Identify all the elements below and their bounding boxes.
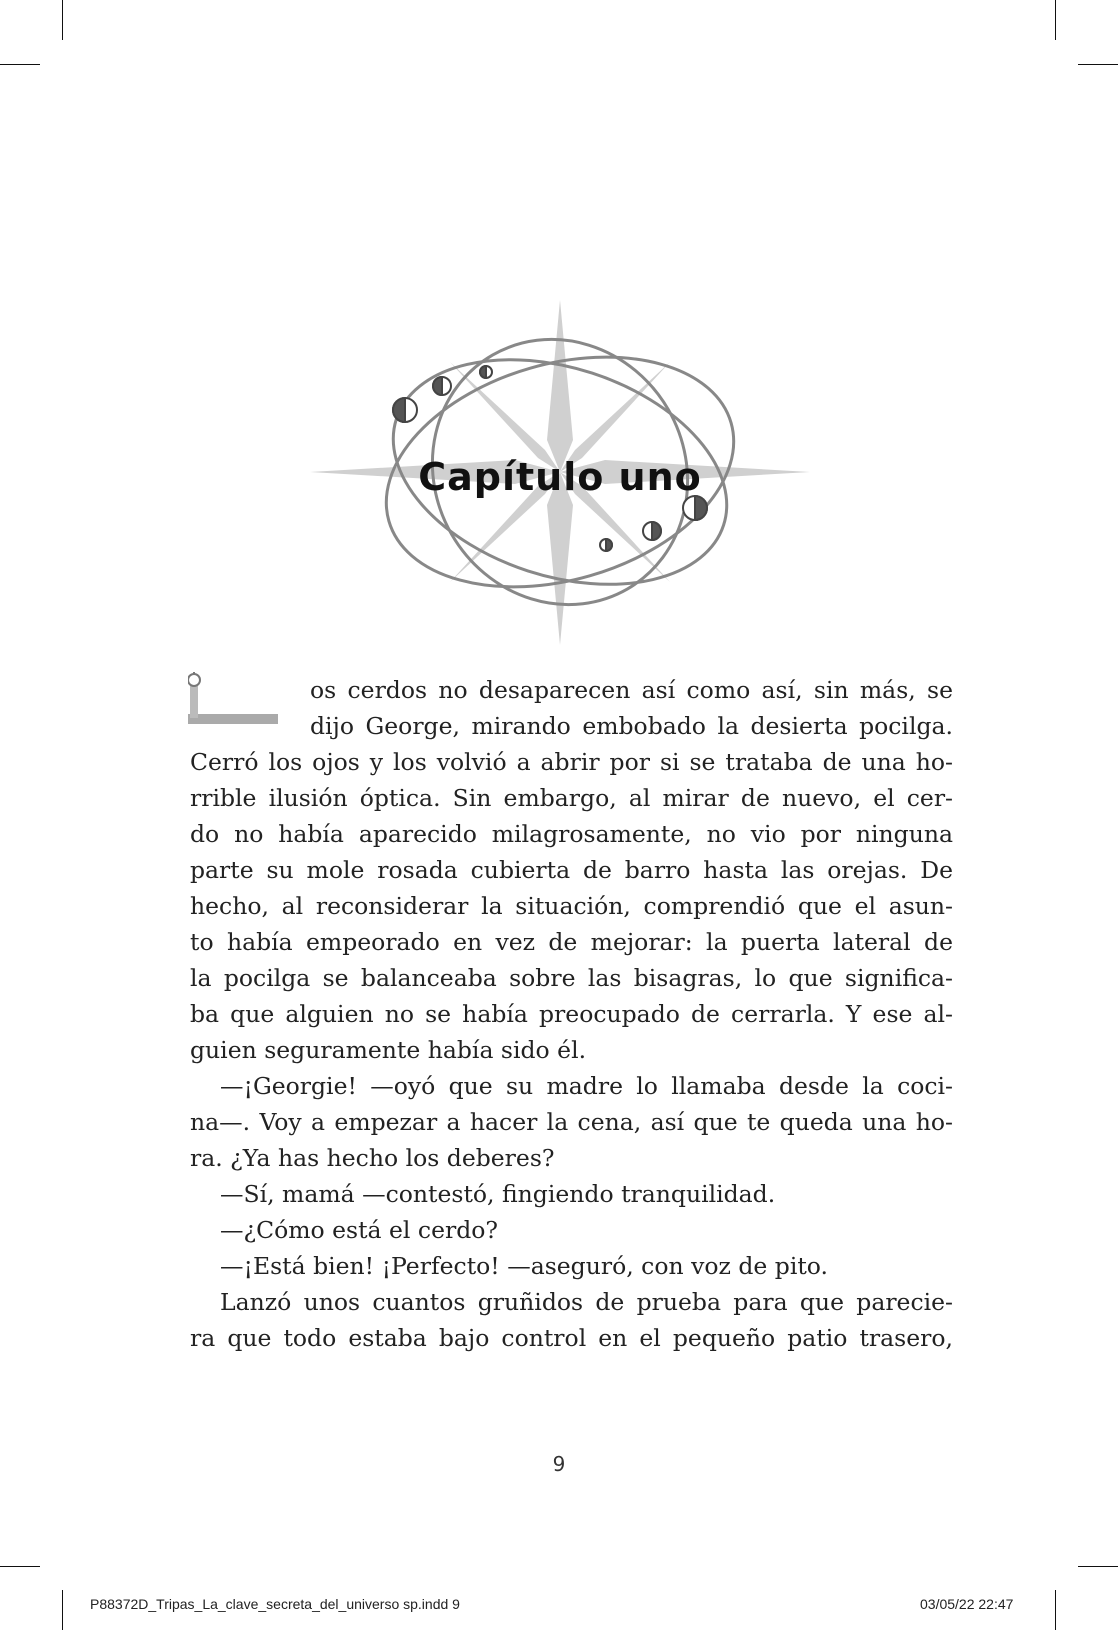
drop-cap-letter: L [208,702,209,703]
chapter-title: Capítulo uno [418,455,702,499]
text-line: na—. Voy a empezar a hacer la cena, así que te queda una ho- [190,1108,953,1136]
text-line: rrible ilusión óptica. Sin embargo, al mirar de nuevo, el cer- [190,784,953,812]
crop-mark [0,1566,40,1567]
text-line: ba que alguien no se había preocupado de cerrarla. Y ese al- [190,1000,953,1028]
text-line: —¡Georgie! —oyó que su madre lo llamaba desde la coci- [220,1072,953,1100]
crop-mark [1078,64,1118,65]
crop-mark [1055,1590,1056,1630]
footer-timestamp: 03/05/22 22:47 [920,1596,1014,1612]
text-line: guien seguramente había sido él. [190,1036,587,1064]
text-line: hecho, al reconsiderar la situación, comprendió que el asun- [190,892,953,920]
footer-filename: P88372D_Tripas_La_clave_secreta_del_universo sp.indd 9 [90,1596,460,1612]
text-line: dijo George, mirando embobado la desierta pocilga. [310,712,953,740]
crop-mark [1055,0,1056,40]
text-line: to había empeorado en vez de mejorar: la puerta lateral de [190,928,953,956]
text-line: —¡Está bien! ¡Perfecto! —aseguró, con voz de pito. [220,1252,829,1280]
crop-mark [62,1590,63,1630]
text-line: —Sí, mamá —contestó, fingiendo tranquilidad. [220,1180,776,1208]
text-line: ra. ¿Ya has hecho los deberes? [190,1144,555,1172]
text-line: do no había aparecido milagrosamente, no vio por ninguna [190,820,953,848]
page-number: 9 [552,1452,566,1476]
text-line: la pocilga se balanceaba sobre las bisagras, lo que significa- [190,964,953,992]
crop-mark [1078,1566,1118,1567]
crop-mark [0,64,40,65]
text-line: ra que todo estaba bajo control en el pequeño patio trasero, [190,1324,953,1352]
text-line: Cerró los ojos y los volvió a abrir por si se trataba de una ho- [190,748,953,776]
text-line: —¿Cómo está el cerdo? [220,1216,499,1244]
crop-mark [62,0,63,40]
text-line: parte su mole rosada cubierta de barro hasta las orejas. De [190,856,953,884]
text-line: Lanzó unos cuantos gruñidos de prueba para que parecie- [220,1288,953,1316]
text-line: os cerdos no desaparecen así como así, sin más, se [310,676,953,704]
body-text [190,672,953,1356]
